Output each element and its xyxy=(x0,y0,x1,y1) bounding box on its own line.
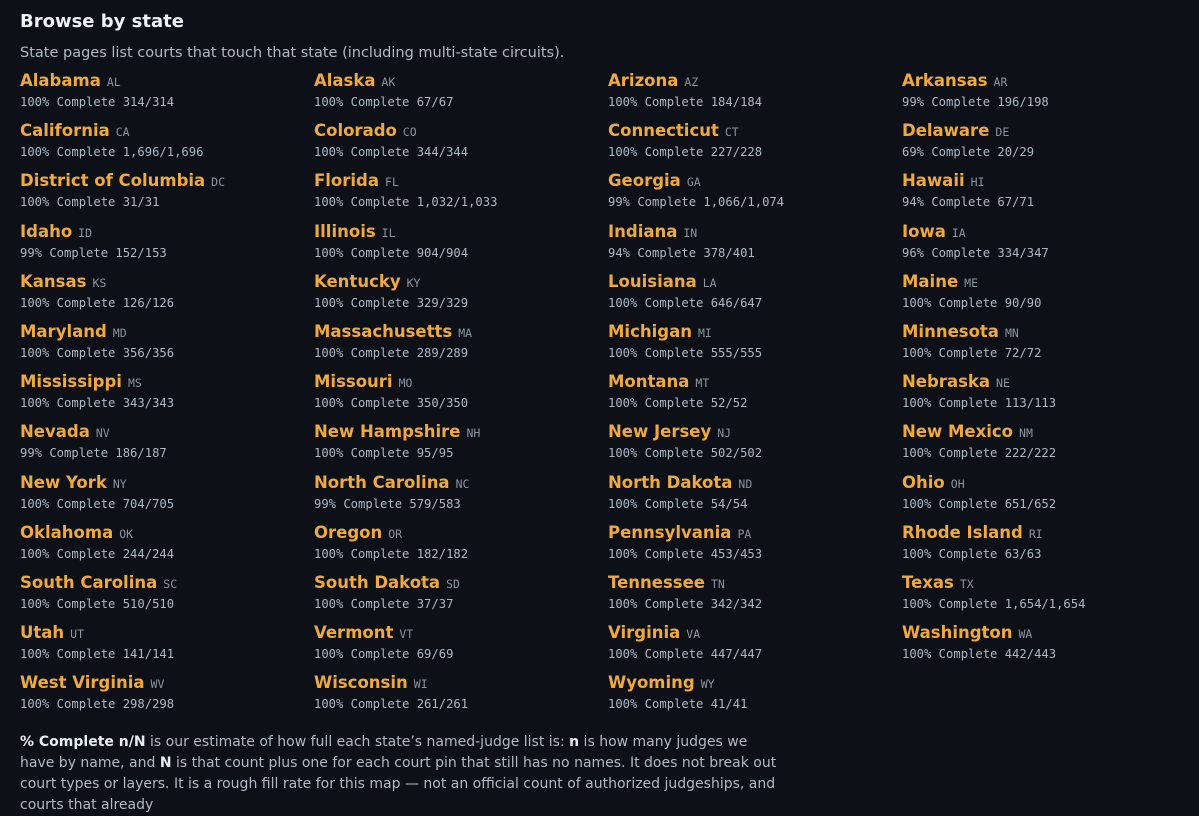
state-heading xyxy=(20,472,314,495)
footnote-text-1: is our estimate of how full each state’s named-judge list is: xyxy=(145,734,570,751)
state-name: New York xyxy=(20,472,107,492)
state-heading xyxy=(902,371,1196,394)
state-name: Minnesota xyxy=(902,321,999,341)
state-name: Delaware xyxy=(902,121,990,141)
state-link-tx[interactable] xyxy=(902,572,1196,622)
state-heading xyxy=(314,522,608,545)
state-link-ma[interactable] xyxy=(314,321,608,371)
state-completion-stat: 100% Complete 314/314 xyxy=(20,95,175,109)
state-link-ms[interactable] xyxy=(20,371,314,421)
state-link-ok[interactable] xyxy=(20,522,314,572)
state-link-ny[interactable] xyxy=(20,472,314,522)
state-completion-stat: 100% Complete 41/41 xyxy=(608,697,748,712)
state-heading xyxy=(20,321,314,344)
state-grid xyxy=(20,70,1179,722)
state-code: LA xyxy=(702,275,717,290)
state-link-tn[interactable] xyxy=(608,572,902,622)
state-name: Illinois xyxy=(314,221,376,241)
state-completion-stat: 100% Complete 63/63 xyxy=(902,546,1042,561)
state-code: PA xyxy=(737,526,752,541)
state-completion-stat: 100% Complete 342/342 xyxy=(608,596,763,611)
state-heading xyxy=(902,221,1196,244)
state-name: Arizona xyxy=(608,71,679,90)
state-code: WV xyxy=(150,677,165,692)
state-code: OR xyxy=(388,526,403,541)
state-heading xyxy=(314,371,608,394)
state-heading xyxy=(20,271,314,294)
state-heading xyxy=(902,271,1196,294)
footnote-term: % Complete n/N xyxy=(20,734,146,751)
state-completion-stat: 100% Complete 54/54 xyxy=(608,496,748,511)
state-code: IN xyxy=(683,225,698,240)
state-heading xyxy=(902,572,1196,595)
state-name: Alaska xyxy=(314,71,376,90)
state-link-ky[interactable] xyxy=(314,271,608,321)
state-link-pa[interactable] xyxy=(608,522,902,572)
state-completion-stat: 100% Complete 555/555 xyxy=(608,345,763,360)
state-completion-stat: 100% Complete 329/329 xyxy=(314,295,469,310)
state-name: North Carolina xyxy=(314,472,450,492)
state-name: Maryland xyxy=(20,321,107,341)
state-code: OH xyxy=(950,476,965,491)
state-code: MI xyxy=(697,325,712,340)
state-code: OK xyxy=(119,526,134,541)
state-code: CA xyxy=(115,125,130,140)
state-name: Kentucky xyxy=(314,271,401,291)
state-completion-stat: 99% Complete 1,066/1,074 xyxy=(608,195,785,210)
state-link-nc[interactable] xyxy=(314,472,608,522)
state-code: ND xyxy=(738,476,753,491)
state-completion-stat: 100% Complete 651/652 xyxy=(902,496,1057,511)
state-heading xyxy=(608,170,902,193)
state-link-me[interactable] xyxy=(902,271,1196,321)
state-name: New Jersey xyxy=(608,422,712,442)
state-name: Pennsylvania xyxy=(608,522,732,542)
state-link-dc[interactable] xyxy=(20,170,314,220)
state-name: New Hampshire xyxy=(314,422,461,442)
state-code: ID xyxy=(78,225,93,240)
state-completion-stat: 100% Complete 344/344 xyxy=(314,145,469,160)
state-name: Connecticut xyxy=(608,121,719,141)
state-code: DC xyxy=(211,175,226,190)
state-link-ne[interactable] xyxy=(902,371,1196,421)
state-heading xyxy=(314,70,608,93)
state-completion-stat: 100% Complete 343/343 xyxy=(20,396,175,411)
state-code: TN xyxy=(710,576,725,591)
state-link-id[interactable] xyxy=(20,221,314,271)
state-completion-stat: 100% Complete 442/443 xyxy=(902,647,1057,662)
state-link-ut[interactable] xyxy=(20,622,314,672)
state-heading xyxy=(608,472,902,495)
state-completion-stat: 100% Complete 72/72 xyxy=(902,345,1042,360)
footnote-text-3: is that count plus one for each court pin that still has no names. It does not break out court types or layers. It is a rough fill rate for this map — not an official count of authorized judgeships, and courts that already xyxy=(20,755,777,814)
state-name: Iowa xyxy=(902,221,946,241)
state-link-va[interactable] xyxy=(608,622,902,672)
state-completion-stat: 100% Complete 704/705 xyxy=(20,496,175,511)
state-link-nm[interactable] xyxy=(902,421,1196,471)
state-completion-stat: 99% Complete 186/187 xyxy=(20,446,167,461)
state-name: West Virginia xyxy=(20,673,145,693)
state-link-al[interactable] xyxy=(20,70,314,120)
state-code: WY xyxy=(700,677,715,692)
state-heading xyxy=(902,170,1196,193)
state-heading xyxy=(902,120,1196,143)
state-name: Louisiana xyxy=(608,271,697,291)
state-code: NH xyxy=(466,426,481,441)
state-link-in[interactable] xyxy=(608,221,902,271)
state-completion-stat: 100% Complete 67/67 xyxy=(314,95,454,109)
state-link-ri[interactable] xyxy=(902,522,1196,572)
state-completion-stat: 100% Complete 31/31 xyxy=(20,195,160,210)
state-completion-stat: 100% Complete 646/647 xyxy=(608,295,763,310)
state-name: Wyoming xyxy=(608,673,695,693)
state-name: Indiana xyxy=(608,221,678,241)
state-heading xyxy=(608,70,902,93)
state-name: Massachusetts xyxy=(314,321,453,341)
state-name: Georgia xyxy=(608,171,681,191)
state-heading xyxy=(20,70,314,93)
state-code: DE xyxy=(995,125,1010,140)
state-code: HI xyxy=(970,175,985,190)
state-heading xyxy=(902,472,1196,495)
state-name: Mississippi xyxy=(20,372,122,392)
state-name: Texas xyxy=(902,572,954,592)
state-link-wv[interactable] xyxy=(20,672,314,722)
state-completion-stat: 100% Complete 244/244 xyxy=(20,546,175,561)
state-name: New Mexico xyxy=(902,422,1014,442)
state-completion-stat: 100% Complete 356/356 xyxy=(20,345,175,360)
state-code: VT xyxy=(399,627,414,642)
state-code: SD xyxy=(446,576,460,591)
state-code: MD xyxy=(112,325,127,340)
state-code: VA xyxy=(686,627,701,642)
state-code: NY xyxy=(112,476,127,491)
state-completion-stat: 69% Complete 20/29 xyxy=(902,145,1035,160)
state-code: MS xyxy=(127,376,142,391)
state-completion-stat: 94% Complete 378/401 xyxy=(608,245,755,260)
state-link-ga[interactable] xyxy=(608,170,902,220)
state-name: Kansas xyxy=(20,271,87,291)
state-name: Montana xyxy=(608,372,690,392)
state-code: RI xyxy=(1028,526,1043,541)
state-name: Virginia xyxy=(608,623,681,643)
state-heading xyxy=(314,170,608,193)
state-code: CO xyxy=(402,125,417,140)
state-completion-stat: 99% Complete 152/153 xyxy=(20,245,167,260)
state-code: NE xyxy=(996,376,1010,391)
state-link-mn[interactable] xyxy=(902,321,1196,371)
footnote-text-2: is how many judges we have by name, and xyxy=(20,734,748,772)
state-name: Missouri xyxy=(314,372,393,392)
state-name: Vermont xyxy=(314,623,394,643)
state-completion-stat: 100% Complete 95/95 xyxy=(314,446,454,461)
state-code: AK xyxy=(381,75,396,89)
state-code: KS xyxy=(92,275,107,290)
state-completion-stat: 100% Complete 90/90 xyxy=(902,295,1042,310)
state-code: CT xyxy=(724,125,739,140)
state-completion-stat: 100% Complete 904/904 xyxy=(314,245,469,260)
state-completion-stat: 100% Complete 222/222 xyxy=(902,446,1057,461)
state-heading xyxy=(608,271,902,294)
state-link-vt[interactable] xyxy=(314,622,608,672)
state-link-ia[interactable] xyxy=(902,221,1196,271)
state-heading xyxy=(902,421,1196,444)
state-name: Michigan xyxy=(608,321,692,341)
state-heading xyxy=(902,321,1196,344)
state-heading xyxy=(314,472,608,495)
state-code: IL xyxy=(381,225,396,240)
state-name: Wisconsin xyxy=(314,673,408,693)
state-code: FL xyxy=(385,175,399,190)
state-link-hi[interactable] xyxy=(902,170,1196,220)
state-name: Utah xyxy=(20,623,65,643)
state-code: AZ xyxy=(684,75,699,89)
state-completion-stat: 100% Complete 289/289 xyxy=(314,345,469,360)
state-heading xyxy=(20,622,314,645)
state-completion-stat: 100% Complete 52/52 xyxy=(608,396,748,411)
state-heading xyxy=(20,221,314,244)
state-link-wy[interactable] xyxy=(608,672,902,722)
state-heading xyxy=(314,421,608,444)
state-heading xyxy=(20,522,314,545)
state-link-ar[interactable] xyxy=(902,70,1196,120)
state-name: California xyxy=(20,121,110,141)
state-completion-stat: 100% Complete 126/126 xyxy=(20,295,175,310)
state-heading xyxy=(314,672,608,695)
state-code: WA xyxy=(1018,627,1033,642)
state-heading xyxy=(314,622,608,645)
state-link-nh[interactable] xyxy=(314,421,608,471)
state-code: IA xyxy=(951,225,966,240)
state-completion-stat: 100% Complete 69/69 xyxy=(314,647,454,662)
state-link-wa[interactable] xyxy=(902,622,1196,672)
state-link-ca[interactable] xyxy=(20,120,314,170)
state-completion-stat: 96% Complete 334/347 xyxy=(902,245,1049,260)
footnote-n: n xyxy=(569,734,580,751)
state-name: North Dakota xyxy=(608,472,733,492)
state-link-wi[interactable] xyxy=(314,672,608,722)
state-code: WI xyxy=(413,677,428,692)
state-completion-stat: 100% Complete 1,654/1,654 xyxy=(902,596,1086,611)
state-heading xyxy=(608,421,902,444)
state-link-co[interactable] xyxy=(314,120,608,170)
state-completion-stat: 100% Complete 447/447 xyxy=(608,647,763,662)
state-code: UT xyxy=(70,627,85,642)
state-heading xyxy=(608,120,902,143)
footnote-N: N xyxy=(159,755,172,772)
state-link-mi[interactable] xyxy=(608,321,902,371)
state-heading xyxy=(20,371,314,394)
state-code: MA xyxy=(458,325,473,340)
state-code: MN xyxy=(1004,325,1019,340)
state-completion-stat: 100% Complete 182/182 xyxy=(314,546,469,561)
state-name: Idaho xyxy=(20,221,73,241)
state-link-az[interactable] xyxy=(608,70,902,120)
state-code: NV xyxy=(95,426,110,441)
state-heading xyxy=(314,271,608,294)
state-name: Florida xyxy=(314,171,380,191)
state-code: AL xyxy=(106,75,121,89)
state-link-de[interactable] xyxy=(902,120,1196,170)
state-link-or[interactable] xyxy=(314,522,608,572)
state-name: Washington xyxy=(902,623,1013,643)
state-code: AR xyxy=(993,75,1008,89)
state-name: South Dakota xyxy=(314,572,441,592)
state-heading xyxy=(20,170,314,193)
page-title: Browse by state xyxy=(20,11,184,32)
state-heading xyxy=(902,70,1196,93)
state-name: Oregon xyxy=(314,522,383,542)
state-heading xyxy=(20,572,314,595)
state-heading xyxy=(314,321,608,344)
state-name: Rhode Island xyxy=(902,522,1023,542)
state-completion-stat: 100% Complete 37/37 xyxy=(314,596,454,611)
state-code: MT xyxy=(695,376,710,391)
state-link-ct[interactable] xyxy=(608,120,902,170)
state-heading xyxy=(608,522,902,545)
state-code: NM xyxy=(1019,426,1033,441)
state-name: Nevada xyxy=(20,422,90,442)
state-code: NC xyxy=(455,476,470,491)
state-heading xyxy=(314,572,608,595)
state-code: SC xyxy=(163,576,178,591)
state-heading xyxy=(20,421,314,444)
state-completion-stat: 100% Complete 184/184 xyxy=(608,95,763,109)
state-link-md[interactable] xyxy=(20,321,314,371)
state-heading xyxy=(608,221,902,244)
state-completion-stat: 100% Complete 1,696/1,696 xyxy=(20,145,204,160)
state-code: KY xyxy=(406,275,421,290)
state-code: MO xyxy=(398,376,413,391)
state-completion-stat: 100% Complete 298/298 xyxy=(20,697,175,712)
state-link-nj[interactable] xyxy=(608,421,902,471)
state-name: Tennessee xyxy=(608,572,705,592)
state-heading xyxy=(314,120,608,143)
state-name: Hawaii xyxy=(902,171,965,191)
state-completion-stat: 94% Complete 67/71 xyxy=(902,195,1035,210)
state-completion-stat: 100% Complete 1,032/1,033 xyxy=(314,195,498,210)
state-link-ks[interactable] xyxy=(20,271,314,321)
footnote xyxy=(20,732,780,816)
state-heading xyxy=(608,672,902,695)
state-heading xyxy=(314,221,608,244)
state-name: Alabama xyxy=(20,71,101,90)
state-completion-stat: 100% Complete 113/113 xyxy=(902,396,1057,411)
state-link-ak[interactable] xyxy=(314,70,608,120)
state-name: Nebraska xyxy=(902,372,991,392)
state-completion-stat: 100% Complete 350/350 xyxy=(314,396,469,411)
state-heading xyxy=(608,572,902,595)
state-name: Ohio xyxy=(902,472,945,492)
state-code: ME xyxy=(964,275,979,290)
state-heading xyxy=(608,371,902,394)
state-completion-stat: 100% Complete 141/141 xyxy=(20,647,175,662)
state-link-il[interactable] xyxy=(314,221,608,271)
state-link-mo[interactable] xyxy=(314,371,608,421)
state-heading xyxy=(902,522,1196,545)
state-link-nd[interactable] xyxy=(608,472,902,522)
state-name: South Carolina xyxy=(20,572,158,592)
state-completion-stat: 100% Complete 510/510 xyxy=(20,596,175,611)
state-link-sd[interactable] xyxy=(314,572,608,622)
state-link-la[interactable] xyxy=(608,271,902,321)
state-name: Colorado xyxy=(314,121,397,141)
state-completion-stat: 100% Complete 502/502 xyxy=(608,446,763,461)
state-code: GA xyxy=(686,175,701,190)
page-subtitle: State pages list courts that touch that state (including multi-state circuits). xyxy=(20,45,565,61)
state-code: TX xyxy=(959,576,974,591)
state-link-fl[interactable] xyxy=(314,170,608,220)
state-link-mt[interactable] xyxy=(608,371,902,421)
state-heading xyxy=(608,622,902,645)
state-heading xyxy=(20,672,314,695)
state-completion-stat: 99% Complete 579/583 xyxy=(314,496,461,511)
state-completion-stat: 100% Complete 227/228 xyxy=(608,145,763,160)
state-heading xyxy=(902,622,1196,645)
state-code: NJ xyxy=(717,426,732,441)
state-link-oh[interactable] xyxy=(902,472,1196,522)
state-heading xyxy=(608,321,902,344)
state-name: Arkansas xyxy=(902,71,988,90)
state-link-sc[interactable] xyxy=(20,572,314,622)
state-name: Oklahoma xyxy=(20,522,114,542)
state-completion-stat: 100% Complete 453/453 xyxy=(608,546,763,561)
state-name: Maine xyxy=(902,271,959,291)
state-link-nv[interactable] xyxy=(20,421,314,471)
state-heading xyxy=(20,120,314,143)
state-completion-stat: 100% Complete 261/261 xyxy=(314,697,469,712)
state-name: District of Columbia xyxy=(20,171,206,191)
state-completion-stat: 99% Complete 196/198 xyxy=(902,95,1049,109)
